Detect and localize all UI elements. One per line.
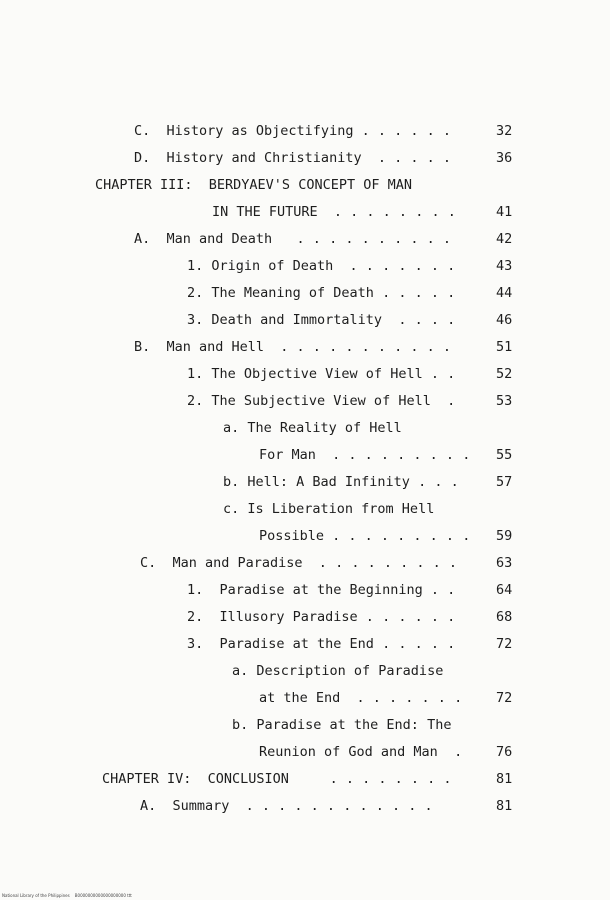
toc-page-number: 72 [496,636,513,652]
library-footer: National Library of the Philippines B0000000000000000000 ttt [2,893,132,898]
toc-page-number: 57 [496,474,513,490]
toc-entry-text: 1. The Objective View of Hell . . [187,366,456,382]
toc-entry-text: at the End . . . . . . . [259,690,463,706]
toc-page-number: 52 [496,366,513,382]
toc-entry-text: 2. The Subjective View of Hell . [187,393,456,409]
toc-page-number: 81 [496,798,513,814]
toc-entry-text: 1. Paradise at the Beginning . . [187,582,456,598]
toc-page-number: 42 [496,231,513,247]
toc-entry-text: A. Man and Death . . . . . . . . . . [134,231,451,247]
toc-page-number: 59 [496,528,513,544]
toc-entry-text: 1. Origin of Death . . . . . . . [187,258,456,274]
toc-entry-text: a. Description of Paradise [232,663,444,679]
toc-entry-text: 3. Death and Immortality . . . . [187,312,456,328]
toc-page-number: 72 [496,690,513,706]
toc-page-number: 41 [496,204,513,220]
toc-chapter-heading: CHAPTER III: BERDYAEV'S CONCEPT OF MAN [95,177,412,193]
toc-chapter-heading: CHAPTER IV: CONCLUSION . . . . . . . . [102,771,452,787]
toc-entry-text: Possible . . . . . . . . . [259,528,471,544]
toc-page-number: 53 [496,393,513,409]
toc-page-number: 36 [496,150,513,166]
toc-page-number: 81 [496,771,513,787]
toc-entry-text: b. Hell: A Bad Infinity . . . [223,474,459,490]
toc-entry-text: Reunion of God and Man . [259,744,463,760]
toc-page-number: 43 [496,258,513,274]
toc-entry-text: b. Paradise at the End: The [232,717,452,733]
toc-page-number: 76 [496,744,513,760]
toc-entry-text: c. Is Liberation from Hell [223,501,435,517]
toc-entry-text: C. History as Objectifying . . . . . . [134,123,451,139]
toc-page-number: 32 [496,123,513,139]
toc-page-number: 68 [496,609,513,625]
toc-entry-text: 2. Illusory Paradise . . . . . . [187,609,456,625]
toc-page-number: 44 [496,285,513,301]
toc-page-number: 55 [496,447,513,463]
toc-page-number: 51 [496,339,513,355]
toc-entry-text: 2. The Meaning of Death . . . . . [187,285,456,301]
toc-entry-text: B. Man and Hell . . . . . . . . . . . [134,339,451,355]
toc-entry-text: C. Man and Paradise . . . . . . . . . [140,555,457,571]
toc-page-number: 46 [496,312,513,328]
toc-entry-text: For Man . . . . . . . . . [259,447,471,463]
toc-page-number: 63 [496,555,513,571]
toc-entry-text: D. History and Christianity . . . . . [134,150,451,166]
toc-entry-text: IN THE FUTURE . . . . . . . . [212,204,456,220]
toc-page-number: 64 [496,582,513,598]
toc-entry-text: A. Summary . . . . . . . . . . . . [140,798,433,814]
toc-entry-text: 3. Paradise at the End . . . . . [187,636,456,652]
toc-entry-text: a. The Reality of Hell [223,420,402,436]
